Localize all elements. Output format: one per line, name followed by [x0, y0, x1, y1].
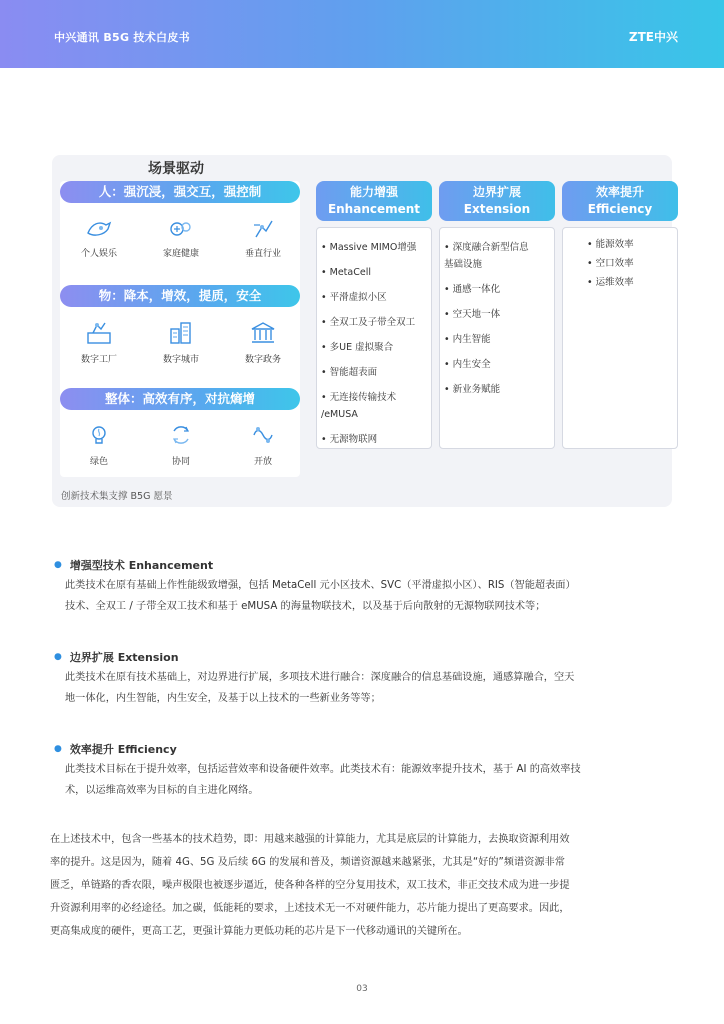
icon-label: 绿色 — [89, 457, 108, 467]
things-icons — [60, 321, 300, 371]
body-line: 此类技术目标在于提升效率，包括运营效率和设备硬件效率。此类技术有：能源效率提升技术，基于 AI 的高效率技 — [65, 764, 581, 775]
open-icon — [228, 423, 298, 467]
document-title: 中兴通讯 B5G 技术白皮书 — [54, 31, 190, 44]
list-item: • 能源效率 — [587, 239, 634, 250]
person-entertainment-icon — [64, 219, 134, 259]
body-line: 此类技术在原有技术基础上，对边界进行扩展，多项技术进行融合：深度融合的信息基础设施，通感算融合，空天 — [65, 672, 575, 683]
bullet-dot-icon: ● — [54, 560, 62, 570]
enhancement-list — [316, 227, 432, 449]
bullet-body — [54, 667, 654, 709]
column-title-cn: 边界扩展 — [472, 185, 521, 199]
bullet-title-text: 增强型技术 Enhancement — [69, 559, 214, 572]
bullet-title — [54, 647, 654, 667]
efficiency-list — [562, 227, 678, 449]
body-line: 技术、全双工 / 子带全双工技术和基于 eMUSA 的海量物联技术，以及基于后向散射的无源物联网技术等； — [65, 601, 546, 612]
extension-header — [439, 181, 555, 221]
enhancement-header — [316, 181, 432, 221]
column-title-en: Extension — [463, 202, 531, 216]
page-number: 03 — [356, 984, 368, 994]
figure-title: 场景驱动 — [148, 161, 204, 177]
list-item: • MetaCell — [321, 267, 371, 278]
list-item: • 空天地一体 — [444, 309, 501, 320]
list-item: • 无源物联网 — [321, 434, 378, 445]
brand-logo: ZTE中兴 — [628, 30, 678, 44]
home-health-icon — [146, 219, 216, 259]
paragraph-line: 升资源利用率的必经途径。加之碳，低能耗的要求，上述技术无一不对硬件能力，芯片能力提出了更高要求。因此， — [50, 903, 570, 914]
bullet-title — [54, 739, 654, 759]
body-line: 术，以运维高效率为目标的自主进化网络。 — [65, 785, 259, 796]
bullet-title — [54, 555, 654, 575]
scenario-card — [60, 181, 300, 477]
bullet-body — [54, 575, 654, 617]
bullet-enhancement — [54, 555, 654, 617]
list-item: • 新业务赋能 — [444, 384, 501, 395]
icon-label: 开放 — [253, 457, 272, 467]
list-item: • 运维效率 — [587, 277, 634, 288]
list-item: • 多UE 虚拟聚合 — [321, 342, 394, 353]
green-icon — [64, 423, 134, 467]
list-item: • 内生智能 — [444, 334, 491, 345]
icon-label: 数字城市 — [162, 355, 199, 365]
list-item: • 深度融合新型信息 基础设施 — [444, 242, 529, 270]
efficiency-header — [562, 181, 678, 221]
whole-icons — [60, 423, 300, 473]
bullet-title-text: 效率提升 Efficiency — [69, 743, 177, 756]
column-title-cn: 能力增强 — [349, 185, 398, 199]
body-line: 地一体化，内生智能，内生安全，及基于以上技术的一些新业务等等； — [65, 693, 381, 704]
collaboration-icon — [146, 423, 216, 467]
bullet-efficiency — [54, 739, 654, 801]
list-item: • 平滑虚拟小区 — [321, 292, 387, 303]
paragraph-line: 匮乏，单链路的香农限，噪声极限也被逐步逼近，使各种各样的空分复用技术，双工技术，非正交技术成为进一步提 — [50, 880, 570, 891]
digital-government-icon — [228, 321, 298, 365]
digital-city-icon — [146, 321, 216, 365]
list-item: • 全双工及子带全双工 — [321, 317, 416, 328]
icon-label: 协同 — [171, 457, 190, 467]
icon-label: 垂直行业 — [244, 249, 281, 259]
paragraph-line: 在上述技术中，包含一些基本的技术趋势，即：用越来越强的计算能力，尤其是底层的计算能力，去换取资源利用效 — [50, 834, 570, 845]
scenario-figure — [52, 155, 672, 507]
page-header — [0, 0, 724, 68]
extension-column — [439, 181, 555, 449]
bullet-body — [54, 759, 654, 801]
icon-label: 数字政务 — [244, 355, 281, 365]
vertical-industry-icon — [228, 219, 298, 259]
enhancement-column — [316, 181, 432, 449]
whole-pill: 整体：高效有序，对抗熵增 — [60, 388, 300, 410]
icon-label: 数字工厂 — [80, 355, 117, 365]
extension-list — [439, 227, 555, 449]
things-pill: 物：降本，增效，提质，安全 — [60, 285, 300, 307]
people-pill: 人：强沉浸，强交互，强控制 — [60, 181, 300, 203]
bullet-title-text: 边界扩展 Extension — [69, 651, 179, 664]
people-icons — [60, 219, 300, 269]
bullet-dot-icon: ● — [54, 652, 62, 662]
list-item: • 空口效率 — [587, 258, 634, 269]
bullet-extension — [54, 647, 654, 709]
column-title-cn: 效率提升 — [595, 185, 644, 199]
list-item: • Massive MIMO增强 — [321, 242, 417, 253]
paragraph-line: 更高集成度的硬件，更高工艺，更强计算能力更低功耗的芯片是下一代移动通讯的关键所在。 — [50, 926, 468, 937]
bullet-dot-icon: ● — [54, 744, 62, 754]
list-item: • 无连接传输技术 /eMUSA — [321, 392, 397, 420]
paragraph-line: 率的提升。这是因为，随着 4G、5G 及后续 6G 的发展和普及，频谱资源越来越紧张，尤其是“好的”频谱资源非常 — [50, 857, 565, 868]
efficiency-column — [562, 181, 678, 449]
icon-label: 个人娱乐 — [80, 249, 117, 259]
icon-label: 家庭健康 — [162, 249, 199, 259]
column-title-en: Enhancement — [327, 202, 421, 216]
digital-factory-icon — [64, 321, 134, 365]
list-item: • 智能超表面 — [321, 367, 378, 378]
list-item: • 内生安全 — [444, 359, 491, 370]
body-line: 此类技术在原有基础上作性能级致增强，包括 MetaCell 元小区技术、SVC（平滑虚拟小区）、RIS（智能超表面） — [65, 580, 576, 591]
body-paragraph — [50, 828, 630, 943]
figure-caption: 创新技术集支撑 B5G 愿景 — [61, 491, 173, 502]
list-item: • 通感一体化 — [444, 284, 501, 295]
column-title-en: Efficiency — [587, 202, 653, 216]
